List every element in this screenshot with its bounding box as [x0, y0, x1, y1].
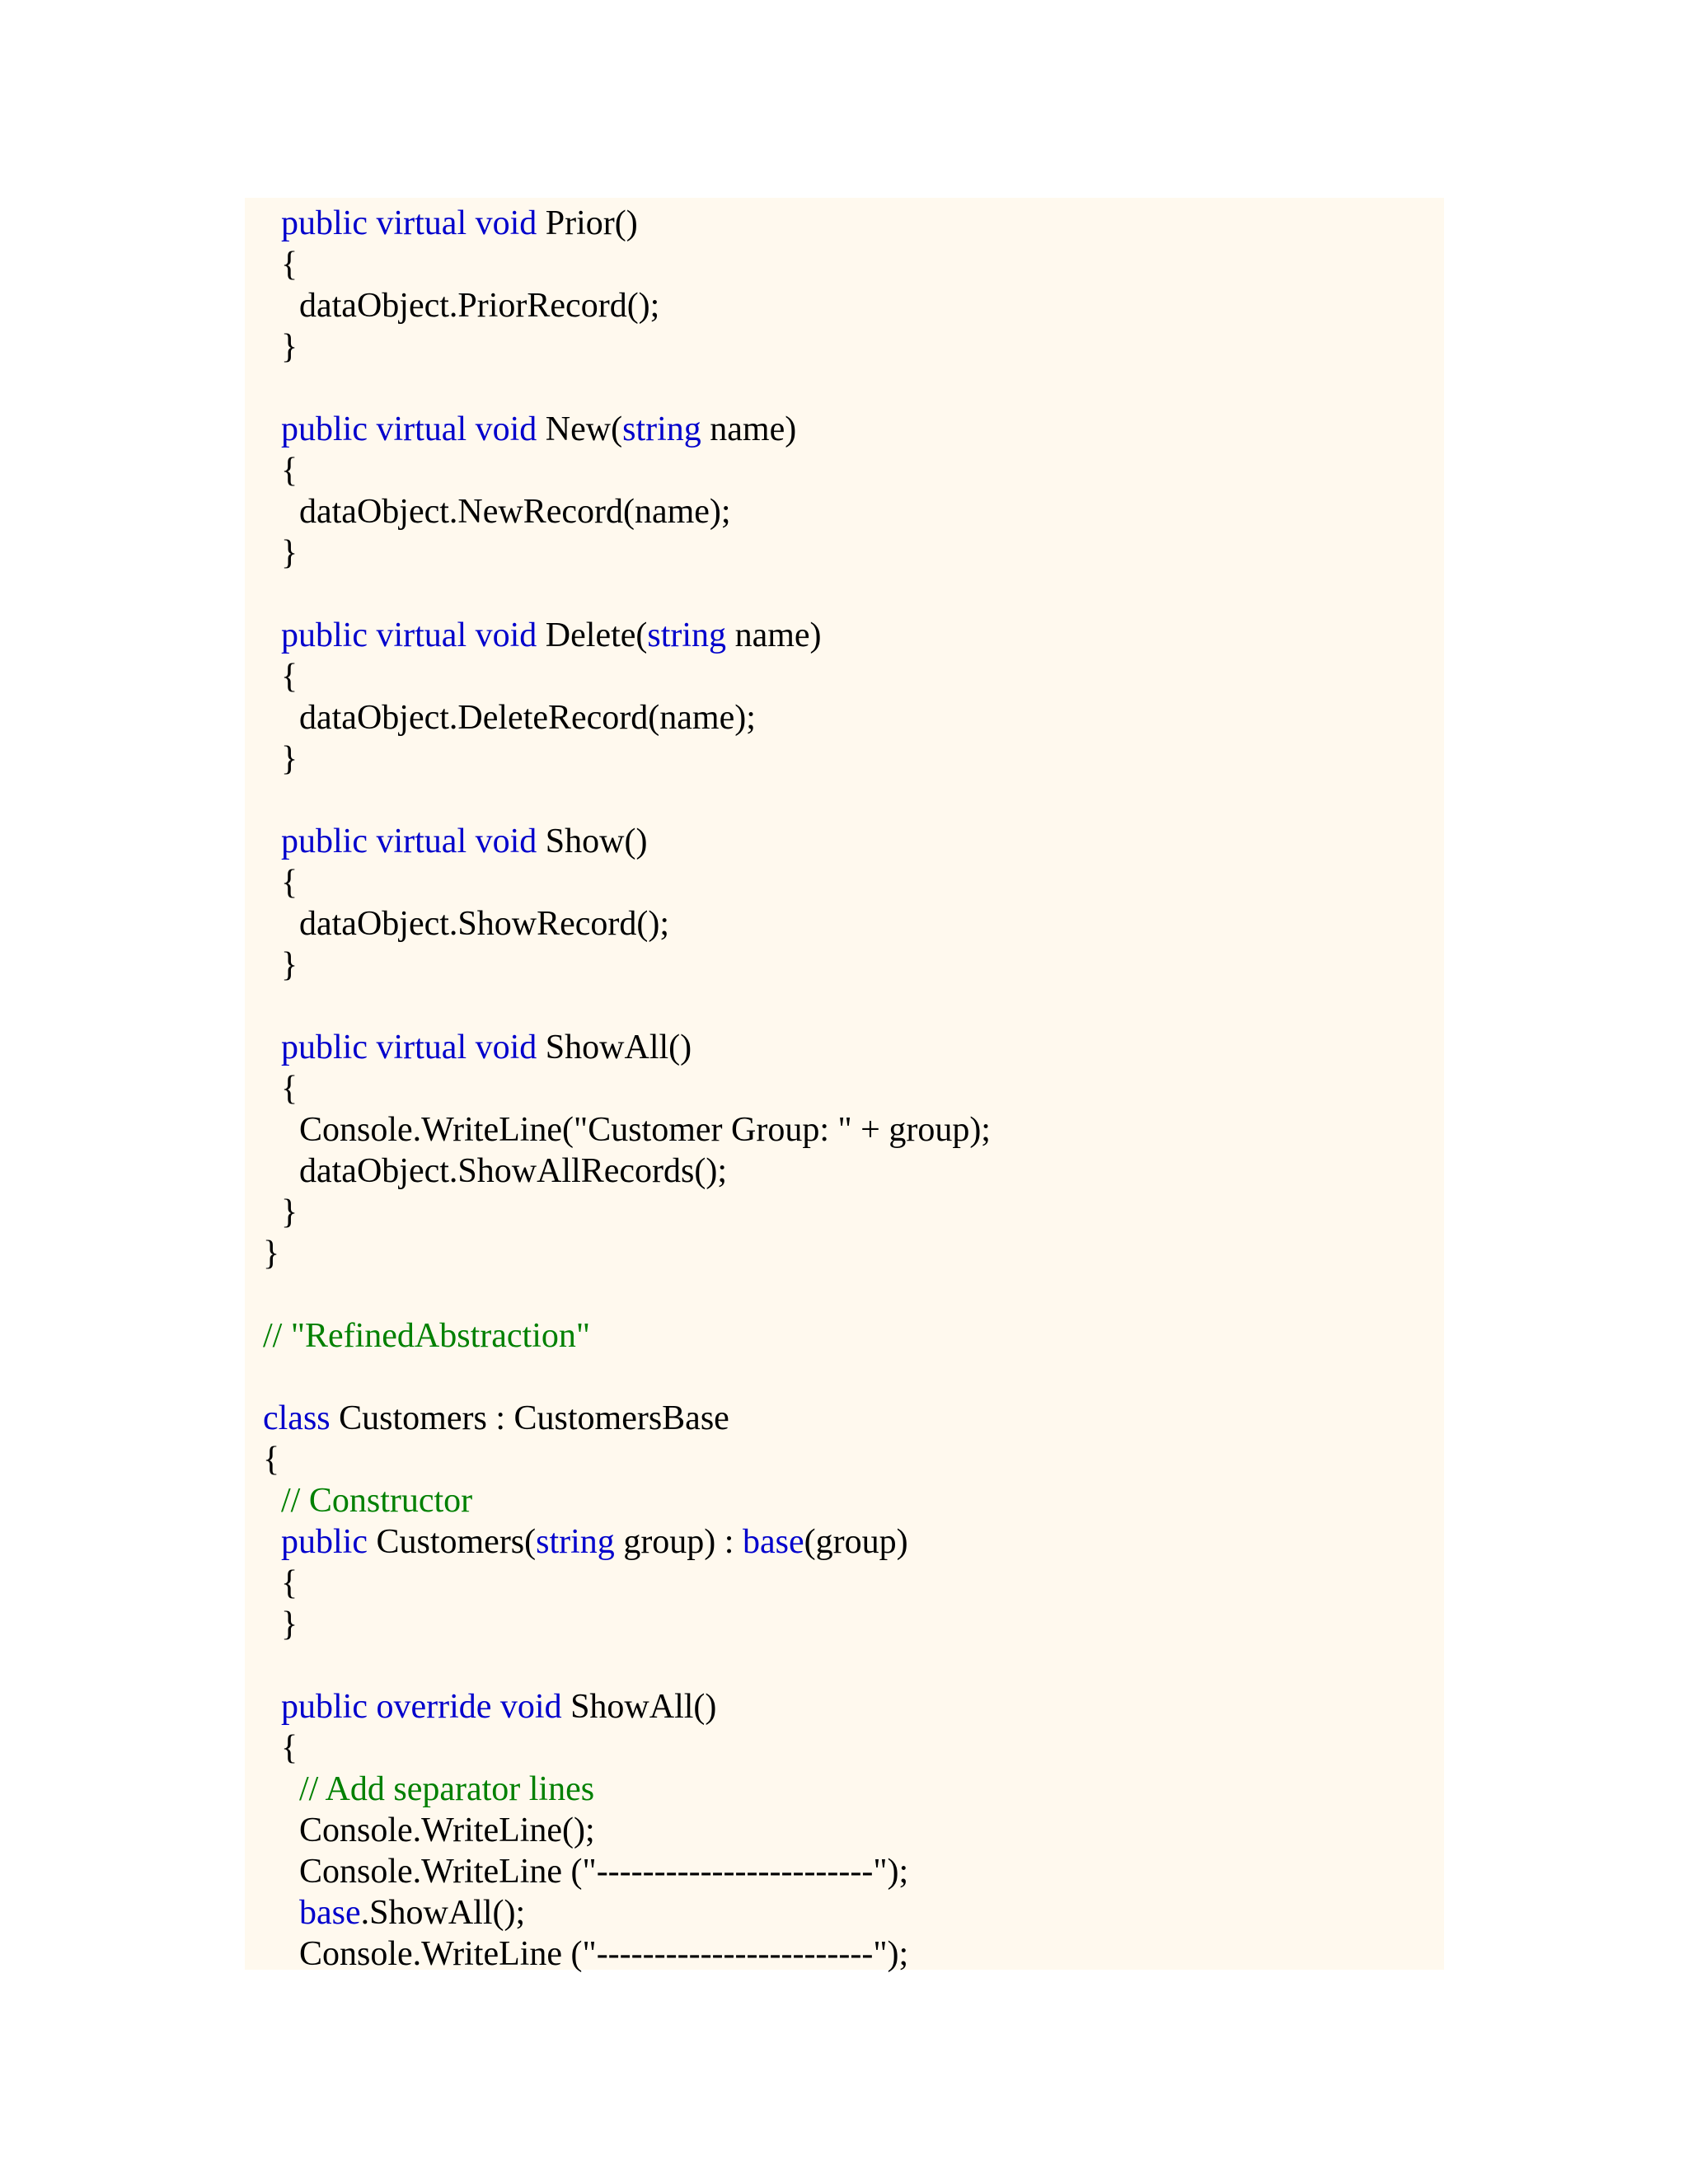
code-line	[263, 1933, 1444, 1975]
code-comment: // Add separator lines	[299, 1770, 595, 1808]
code-text: Show()	[537, 823, 648, 860]
code-listing	[245, 198, 1444, 1973]
code-text: }	[281, 1605, 298, 1643]
code-text: {	[281, 246, 298, 284]
code-line	[263, 285, 1444, 326]
code-line	[263, 574, 1444, 615]
code-text: {	[281, 1729, 298, 1767]
code-keyword: string	[622, 410, 701, 448]
code-line	[263, 1439, 1444, 1480]
code-text: ShowAll()	[537, 1029, 692, 1066]
code-line	[263, 532, 1444, 574]
code-line	[263, 1521, 1444, 1563]
code-line	[263, 491, 1444, 532]
code-line	[263, 203, 1444, 244]
code-text: dataObject.ShowRecord();	[299, 905, 670, 943]
code-line	[263, 1109, 1444, 1151]
code-line	[263, 903, 1444, 944]
code-line	[263, 1851, 1444, 1892]
code-line	[263, 1068, 1444, 1109]
code-text: }	[281, 534, 298, 572]
code-keyword: string	[536, 1523, 615, 1561]
code-line	[263, 1398, 1444, 1439]
code-line	[263, 1192, 1444, 1233]
code-text: group) :	[614, 1523, 743, 1561]
code-text: New(	[537, 410, 623, 448]
code-line	[263, 738, 1444, 780]
code-text: Console.WriteLine("Customer Group: " + group);	[299, 1111, 991, 1149]
code-text: Console.WriteLine ("------------------------");	[299, 1935, 909, 1973]
code-text: Delete(	[537, 616, 648, 654]
code-keyword: public virtual void	[281, 410, 537, 448]
code-text: }	[281, 946, 298, 984]
code-keyword: public virtual void	[281, 823, 537, 860]
code-line	[263, 1480, 1444, 1521]
code-line	[263, 450, 1444, 491]
code-line	[263, 615, 1444, 656]
code-keyword: base	[299, 1894, 361, 1932]
code-text: name)	[726, 616, 822, 654]
code-line	[263, 821, 1444, 862]
code-text: ShowAll()	[561, 1688, 717, 1726]
code-text: }	[281, 740, 298, 778]
code-text: {	[263, 1441, 280, 1479]
code-text: {	[281, 658, 298, 696]
code-keyword: public virtual void	[281, 616, 537, 654]
code-line	[263, 244, 1444, 285]
code-text: dataObject.ShowAllRecords();	[299, 1152, 728, 1190]
code-line	[263, 1727, 1444, 1769]
code-text: Customers : CustomersBase	[330, 1399, 729, 1437]
code-line	[263, 697, 1444, 738]
code-comment: // Constructor	[281, 1482, 473, 1520]
code-line	[263, 656, 1444, 697]
code-line	[263, 368, 1444, 409]
code-line	[263, 1357, 1444, 1398]
code-text: Console.WriteLine();	[299, 1811, 595, 1849]
code-line	[263, 1563, 1444, 1604]
code-text: dataObject.NewRecord(name);	[299, 493, 731, 531]
code-text: Customers(	[367, 1523, 537, 1561]
code-lines	[263, 203, 1444, 1975]
code-line	[263, 409, 1444, 450]
code-line	[263, 1769, 1444, 1810]
code-line	[263, 1233, 1444, 1274]
code-text: {	[281, 1070, 298, 1108]
code-keyword: public virtual void	[281, 1029, 537, 1066]
code-line	[263, 1892, 1444, 1933]
code-keyword: string	[647, 616, 727, 654]
code-text: Console.WriteLine ("------------------------");	[299, 1853, 909, 1891]
code-line	[263, 986, 1444, 1027]
code-line	[263, 780, 1444, 821]
code-line	[263, 1151, 1444, 1192]
code-comment: // "RefinedAbstraction"	[263, 1317, 591, 1355]
code-line	[263, 1274, 1444, 1315]
code-keyword: public	[281, 1523, 368, 1561]
code-text: }	[281, 328, 298, 366]
code-text: dataObject.DeleteRecord(name);	[299, 699, 756, 737]
code-keyword: public override void	[281, 1688, 562, 1726]
code-line	[263, 1645, 1444, 1686]
code-keyword: public virtual void	[281, 204, 537, 242]
code-text: }	[263, 1235, 280, 1272]
code-line	[263, 862, 1444, 903]
code-text: {	[281, 1564, 298, 1602]
code-text: {	[281, 452, 298, 490]
code-line	[263, 1810, 1444, 1851]
code-keyword: base	[742, 1523, 804, 1561]
code-text: .ShowAll();	[360, 1894, 526, 1932]
code-text: (group)	[804, 1523, 908, 1561]
code-line	[263, 1315, 1444, 1357]
code-text: dataObject.PriorRecord();	[299, 287, 660, 325]
code-text: {	[281, 864, 298, 902]
code-line	[263, 1604, 1444, 1645]
code-text: Prior()	[537, 204, 638, 242]
code-text: }	[281, 1193, 298, 1231]
code-line	[263, 326, 1444, 368]
code-line	[263, 944, 1444, 986]
code-line	[263, 1686, 1444, 1727]
code-keyword: class	[263, 1399, 331, 1437]
code-text: name)	[701, 410, 797, 448]
code-line	[263, 1027, 1444, 1068]
